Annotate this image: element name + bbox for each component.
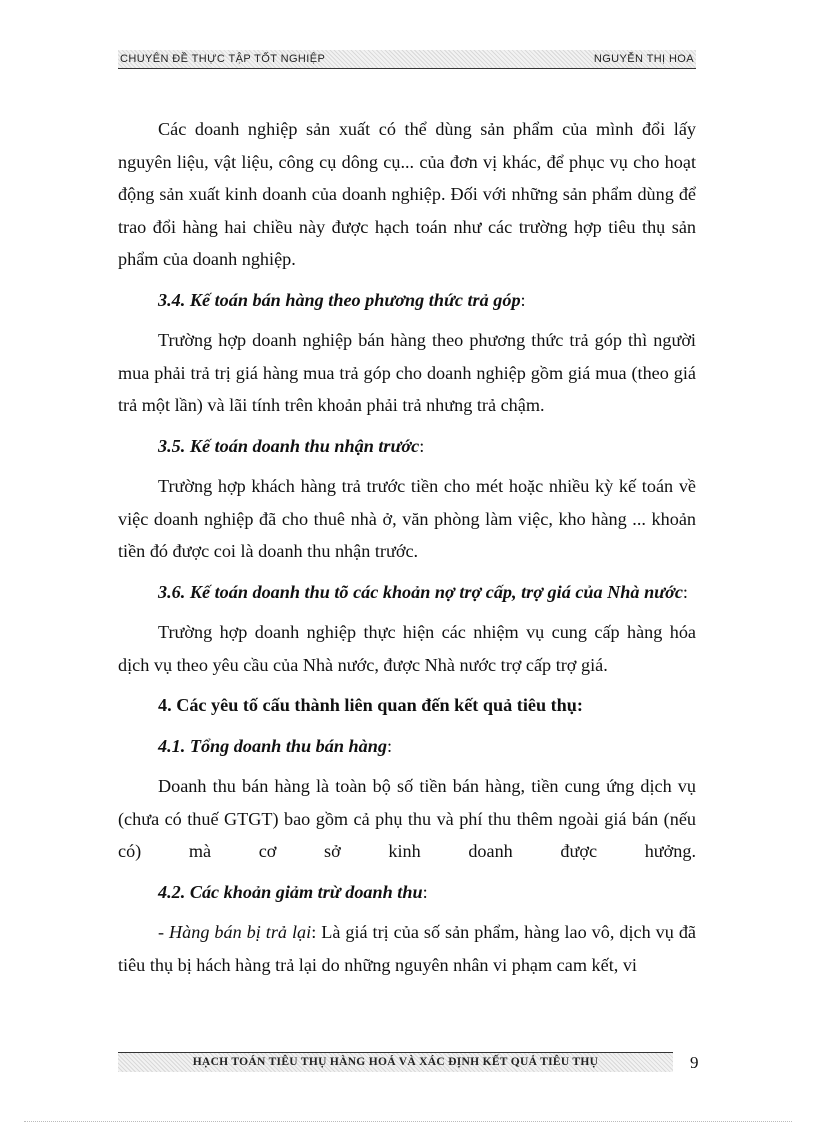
heading-4: 4. Các yêu tố cấu thành liên quan đến kết quả tiêu thụ: (158, 695, 583, 715)
heading-3-5-colon: : (419, 435, 425, 456)
paragraph-3-4: Trường hợp doanh nghiệp bán hàng theo phương thức trả góp thì người mua phải trả trị giá hàng mua trả góp cho doanh nghiệp gồm giá mua (theo giá trả một lần) và lãi tính trên khoản phải trả nhưng trả chậm. (118, 330, 696, 415)
heading-4-2 (118, 876, 696, 909)
heading-4-1-colon: : (386, 735, 393, 756)
heading-3-4 (118, 284, 696, 317)
heading-3-6 (118, 576, 696, 609)
paragraph-4-1: Doanh thu bán hàng là toàn bộ số tiền bán hàng, tiền cung ứng dịch vụ (chưa có thuế GTGT) bao gồm cả phụ thu và phí thu thêm ngoài giá bán (nếu có) mà cơ sở kinh doanh được hưởng. (118, 776, 696, 861)
term-hang-ban-bi-tra-lai: Hàng bán bị trả lại (169, 922, 312, 942)
heading-3-4-colon: : (520, 289, 526, 310)
page-number: 9 (690, 1053, 699, 1072)
heading-3-5 (118, 430, 696, 463)
page-bottom-edge (24, 1121, 792, 1122)
heading-4-2-colon: : (422, 881, 428, 902)
footer-title: HẠCH TOÁN TIÊU THỤ HÀNG HOÁ VÀ XÁC ĐỊNH KẾT QUẢ TIÊU THỤ (192, 1056, 599, 1068)
heading-4-1-text: 4.1. Tổng doanh thu bán hàng (158, 735, 387, 756)
page-footer (118, 1052, 673, 1072)
paragraph-3-6: Trường hợp doanh nghiệp thực hiện các nhiệm vụ cung cấp hàng hóa dịch vụ theo yêu cầu của Nhà nước, được Nhà nước trợ cấp trợ giá. (118, 622, 696, 675)
header-document-title: CHUYÊN ĐỀ THỰC TẬP TỐT NGHIỆP (120, 53, 326, 65)
header-author-name: NGUYỄN THỊ HOA (593, 53, 694, 65)
paragraph-4-2-text: : Là giá trị của số sản phẩm, hàng lao vô, dịch vụ đã tiêu thụ bị hách hàng trả lại do những nguyên nhân vi phạm cam kết, vi (118, 922, 696, 975)
heading-3-6-colon: : (682, 581, 688, 602)
page-body (118, 113, 696, 981)
paragraph-intro: Các doanh nghiệp sản xuất có thể dùng sản phẩm của mình đổi lấy nguyên liệu, vật liệu, công cụ dông cụ... của đơn vị khác, để phục vụ cho hoạt động sản xuất kinh doanh của doanh nghiệp. Đối với những sản phẩm dùng để trao đổi hàng hai chiều này được hạch toán như các trường hợp tiêu thụ sản phẩm của doanh nghiệp. (118, 119, 696, 269)
heading-3-6-text: 3.6. Kế toán doanh thu tõ các khoản nợ trợ cấp, trợ giá của Nhà nước (158, 581, 683, 602)
paragraph-3-5: Trường hợp khách hàng trả trước tiền cho mét hoặc nhiều kỳ kế toán về việc doanh nghiệp đã cho thuê nhà ở, văn phòng làm việc, kho hàng ... khoản tiền đó được coi là doanh thu nhận trước. (118, 476, 696, 561)
heading-4-2-text: 4.2. Các khoản giảm trừ doanh thu (158, 881, 423, 902)
paragraph-4-2 (118, 916, 696, 981)
heading-4-1 (118, 730, 696, 763)
heading-3-4-text: 3.4. Kế toán bán hàng theo phương thức trả góp (158, 289, 521, 310)
heading-3-5-text: 3.5. Kế toán doanh thu nhận trước (158, 435, 420, 456)
page-header (118, 50, 696, 69)
list-dash: - (158, 922, 170, 942)
